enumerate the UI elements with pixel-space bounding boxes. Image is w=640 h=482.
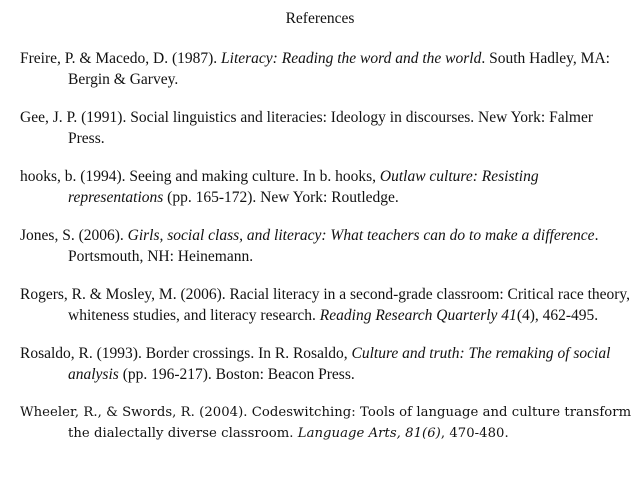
reference-text: (pp. 196-217). Boston: Beacon Press.: [118, 366, 355, 383]
reference-text: (pp. 165-172). New York: Routledge.: [163, 189, 399, 206]
reference-text: Rosaldo, R. (1993). Border crossings. In R. Rosaldo,: [20, 345, 352, 362]
reference-title: Outlaw culture: Resisting representations: [68, 168, 539, 206]
reference-title: Literacy: Reading the word and the world: [221, 50, 482, 67]
reference-entry: [20, 284, 632, 326]
reference-text: Rogers, R. & Mosley, M. (2006). Racial literacy in a second-grade classroom: Critical race theory, whiteness studies, and literacy research.: [20, 286, 631, 324]
reference-text: Gee, J. P. (1991). Social linguistics and literacies: Ideology in discourses. New York: Falmer Press.: [20, 109, 593, 147]
reference-entry: [20, 166, 632, 208]
reference-text: (4), 462-495.: [516, 307, 599, 324]
reference-title: Culture and truth: The remaking of social analysis: [68, 345, 611, 383]
reference-entry: [20, 343, 632, 385]
reference-text: , 470-480.: [440, 426, 509, 441]
reference-text: . Portsmouth, NH: Heinemann.: [68, 227, 599, 265]
reference-text: Wheeler, R., & Swords, R. (2004). Codeswitching: Tools of language and culture transform the dialectally diverse classroom.: [20, 405, 632, 441]
reference-text: Jones, S. (2006).: [20, 227, 128, 244]
reference-entry: [20, 225, 632, 267]
reference-title: Reading Research Quarterly 41: [319, 307, 517, 324]
reference-title: Girls, social class, and literacy: What teachers can do to make a difference: [127, 227, 595, 244]
reference-text: . South Hadley, MA: Bergin & Garvey.: [68, 50, 610, 88]
reference-text: Freire, P. & Macedo, D. (1987).: [20, 50, 222, 67]
reference-entry: [20, 48, 632, 90]
reference-title: Language Arts, 81(6): [297, 426, 441, 441]
reference-entry: [20, 402, 632, 444]
reference-list: [20, 48, 632, 461]
reference-entry: [20, 107, 632, 149]
reference-text: hooks, b. (1994). Seeing and making culture. In b. hooks,: [20, 168, 380, 185]
page-title: References: [285, 10, 355, 27]
